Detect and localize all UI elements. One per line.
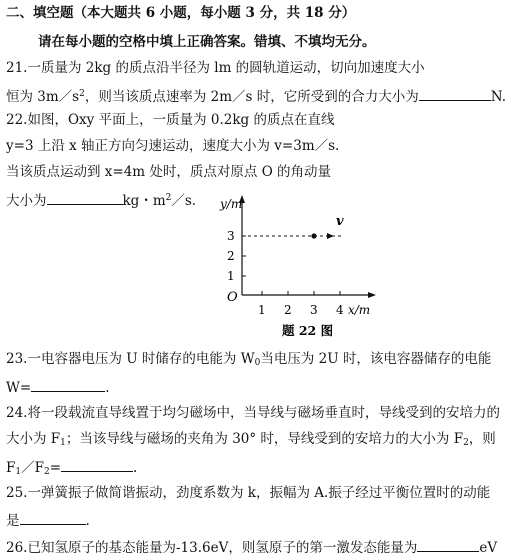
x-axis-label: x/m (348, 303, 371, 317)
q24-line2 (6, 430, 496, 452)
q21-line2 (6, 85, 506, 106)
velocity-arrow (327, 233, 334, 239)
q21-line1: 21.一质量为 2kg 的质点沿半径为 lm 的圆轨道运动，切向加速度大小 (6, 60, 425, 76)
particle-dot (311, 233, 316, 238)
q24-f1: F (6, 460, 16, 476)
q26-answer-blank[interactable] (417, 537, 479, 552)
x-tick-label: 1 (258, 303, 266, 317)
q23-text-a: 23.一电容器电压为 U 时储存的电能为 W (6, 351, 255, 367)
q25-line1: 25.一弹簧振子做简谐振动，劲度系数为 k，振幅为 A.振子经过平衡位置时的动能 (6, 485, 491, 501)
x-tick-label: 3 (310, 303, 318, 317)
section-instruction: 请在每小题的空格中填上正确答案。错填、不填均无分。 (38, 34, 376, 50)
x-tick-label: 2 (284, 303, 292, 317)
q22-line3: 当该质点运动到 x=4m 处时，质点对原点 O 的角动量 (6, 164, 332, 180)
q23-line2 (6, 377, 109, 397)
q25-line2 (6, 510, 90, 530)
y-tick-label: 2 (227, 249, 235, 263)
q26-line1 (6, 537, 497, 557)
q21-text-b: ，则当该质点速率为 2m／s 时，它所受到的合力大小为 (84, 89, 419, 105)
q24-eq: = (49, 460, 62, 476)
q22-answer-blank[interactable] (47, 190, 123, 205)
x-tick-label: 4 (336, 303, 344, 317)
section-title: 二、填空题（本大题共 6 小题，每小题 3 分，共 18 分） (6, 5, 356, 21)
q23-answer-blank[interactable] (31, 377, 105, 392)
q24-text-b: ；当该导线与磁场的夹角为 30° 时，导线受到的安培力的大小为 F (65, 431, 464, 447)
q25-answer-blank[interactable] (20, 510, 86, 525)
q24-text-c: ，则 (468, 431, 496, 447)
q24-f2-sub: 2 (43, 467, 50, 477)
figure-caption: 题 22 图 (282, 323, 334, 338)
q21-text-a: 恒为 3m／s (6, 89, 80, 105)
q21-answer-blank[interactable] (419, 86, 491, 101)
q24-sub1: 1 (60, 438, 66, 448)
velocity-label: v (336, 214, 344, 229)
y-tick-label: 3 (227, 229, 235, 243)
q26-text: 26.已知氢原子的基态能量为-13.6eV，则氢原子的第一激发态能量为 (6, 540, 418, 556)
origin-label: O (227, 290, 238, 305)
q22-text-a: 大小为 (6, 193, 47, 209)
q24-answer-blank[interactable] (61, 457, 133, 472)
q24-end: . (133, 460, 138, 476)
y-axis-label: y/m (220, 197, 243, 211)
x-axis-arrow (368, 292, 376, 298)
q22-text-c: ／s. (171, 193, 197, 209)
q24-line1: 24.将一段载流直导线置于均匀磁场中，当导线与磁场垂直时，导线受到的安培力的 (6, 405, 500, 421)
q21-unit: N. (490, 89, 507, 105)
q24-text-a: 大小为 F (6, 431, 61, 447)
q24-line3 (6, 457, 137, 481)
q24-f1-sub: 1 (15, 467, 22, 477)
figure-22 (210, 192, 385, 342)
q22-sup: 2 (165, 193, 172, 203)
q26-unit: eV (479, 540, 498, 556)
q22-line4 (6, 189, 196, 210)
y-tick-label: 1 (227, 269, 235, 283)
q21-sup: 2 (79, 89, 85, 99)
q23-end: . (105, 380, 110, 396)
q23-text-w: W= (6, 380, 32, 396)
q24-sub2: 2 (463, 438, 469, 448)
q22-line2: y=3 上沿 x 轴正方向匀速运动，速度大小为 v=3m／s. (6, 138, 340, 154)
q25-text: 是 (6, 513, 20, 529)
q25-end: . (85, 513, 90, 529)
q24-slash-f: ／F (21, 460, 44, 476)
q23-text-b: 当电压为 2U 时，该电容器储存的电能 (260, 351, 492, 367)
q23-line1 (6, 350, 491, 372)
q22-text-b: kg・m (122, 193, 166, 209)
q23-sub: 0 (254, 358, 261, 368)
q22-line1: 22.如图，Oxy 平面上，一质量为 0.2kg 的质点在直线 (6, 112, 335, 128)
